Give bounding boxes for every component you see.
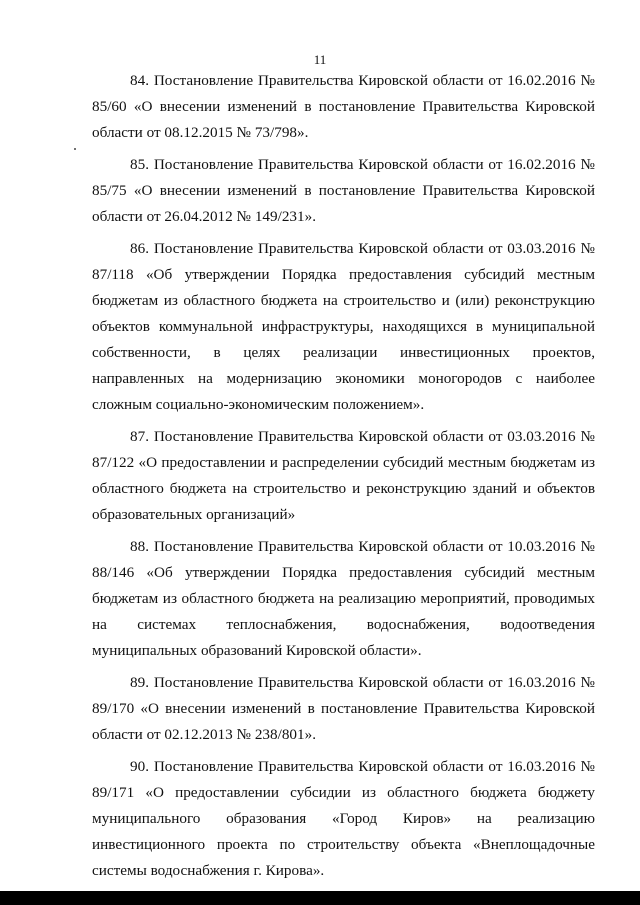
list-item-87: 87. Постановление Правительства Кировской области от 03.03.2016 № 87/122 «О предоставлении и распределении субсидий местным бюджетам из областного бюджета на строительство и реконструкцию зданий и объектов образовательных организаций» (92, 428, 595, 523)
list-item-84: 84. Постановление Правительства Кировской области от 16.02.2016 № 85/60 «О внесении изменений в постановление Правительства Кировской области от 08.12.2015 № 73/798». (92, 72, 595, 141)
list-item-89: 89. Постановление Правительства Кировской области от 16.03.2016 № 89/170 «О внесении изменений в постановление Правительства Кировской области от 02.12.2013 № 238/801». (92, 674, 595, 743)
list-item-90: 90. Постановление Правительства Кировской области от 16.03.2016 № 89/171 «О предоставлении субсидии из областного бюджета бюджету муниципального образования «Город Киров» на реализацию инвестиционного проекта по строительству объекта «Внеплощадочные системы водоснабжения г. Кирова». (92, 758, 595, 879)
list-item-88: 88. Постановление Правительства Кировской области от 10.03.2016 № 88/146 «Об утверждении Порядка предоставления субсидий местным бюджетам из областного бюджета на реализацию мероприятий, проводимых на системах теплоснабжения, водоснабжения, водоотведения муниципальных образований Кировской области». (92, 538, 595, 659)
list-item-86: 86. Постановление Правительства Кировской области от 03.03.2016 № 87/118 «Об утверждении Порядка предоставления субсидий местным бюджетам из областного бюджета на строительство и (или) реконструкцию объектов коммунальной инфраструктуры, находящихся в муниципальной собственности, в целях реализации инвестиционных проектов, направленных на модернизацию экономики моногородов с наиболее сложным социально-экономическим положением». (92, 240, 595, 413)
list-item-85: 85. Постановление Правительства Кировской области от 16.02.2016 № 85/75 «О внесении изменений в постановление Правительства Кировской области от 26.04.2012 № 149/231». (92, 156, 595, 225)
page-number: 11 (313, 52, 327, 67)
scan-bottom-edge (0, 891, 640, 905)
scan-speck (74, 148, 76, 150)
document-body (92, 68, 595, 890)
